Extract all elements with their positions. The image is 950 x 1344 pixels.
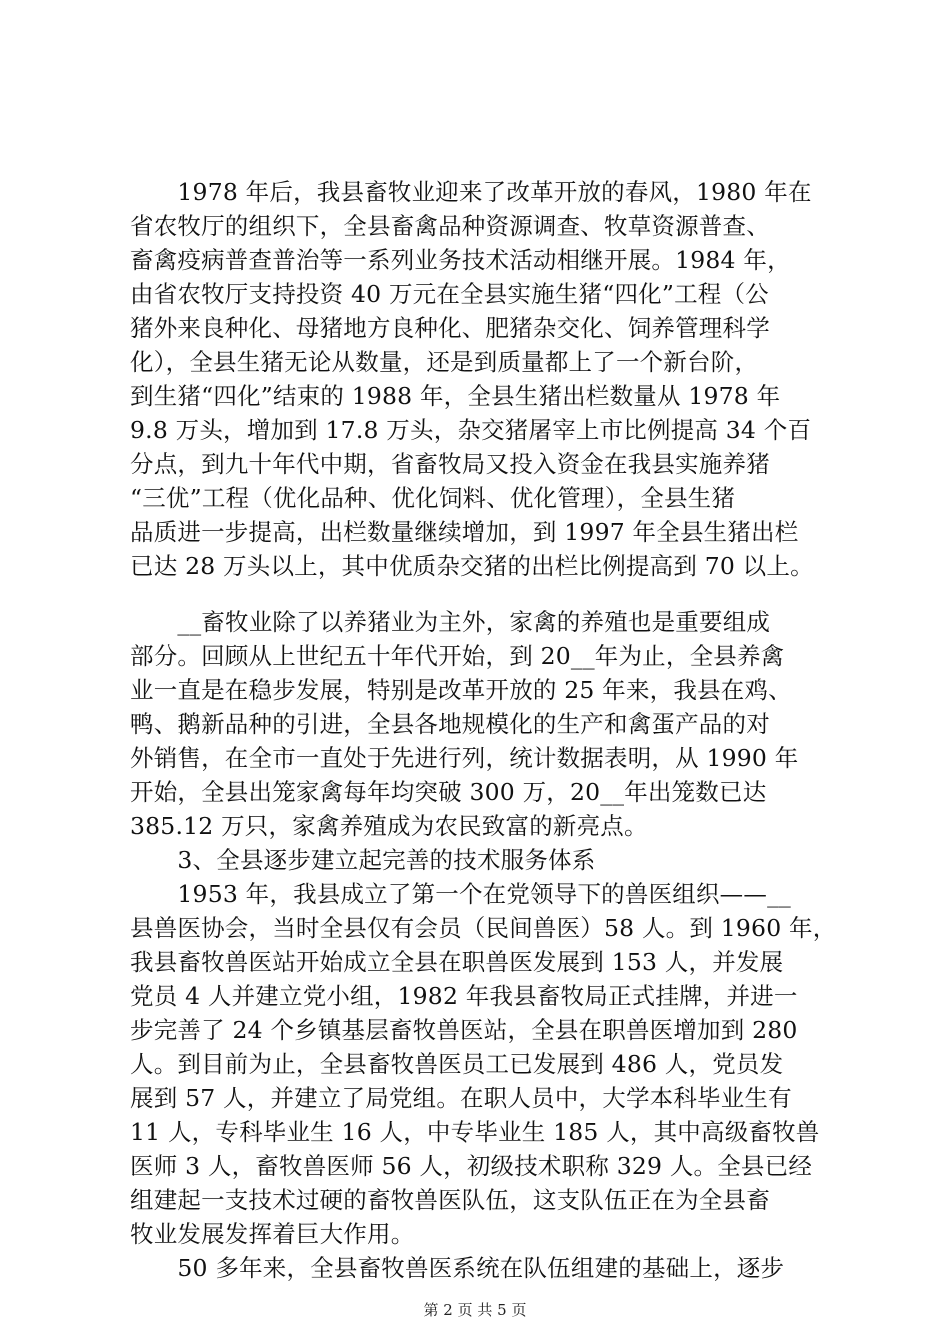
text-line: 385.12 万只，家禽养殖成为农民致富的新亮点。: [130, 812, 648, 840]
text-line: 外销售，在全市一直处于先进行列，统计数据表明，从 1990 年: [130, 744, 799, 772]
text-line: __畜牧业除了以养猪业为主外，家禽的养殖也是重要组成: [130, 608, 771, 636]
text-line: 猪外来良种化、母猪地方良种化、肥猪杂交化、饲养管理科学: [130, 314, 770, 342]
text-line: 开始，全县出笼家禽每年均突破 300 万，20__年出笼数已达: [130, 778, 767, 806]
text-line: 1978 年后，我县畜牧业迎来了改革开放的春风，1980 年在: [130, 178, 812, 206]
text-line: 省农牧厅的组织下，全县畜禽品种资源调查、牧草资源普查、: [130, 212, 770, 240]
text-line: 鸭、鹅新品种的引进，全县各地规模化的生产和禽蛋产品的对: [130, 710, 770, 738]
text-line: 我县畜牧兽医站开始成立全县在职兽医发展到 153 人，并发展: [130, 948, 784, 976]
text-line: 已达 28 万头以上，其中优质杂交猪的出栏比例提高到 70 以上。: [130, 552, 814, 580]
text-line: 医师 3 人，畜牧兽医师 56 人，初级技术职称 329 人。全县已经: [130, 1152, 813, 1180]
text-line: “三优”工程（优化品种、优化饲料、优化管理），全县生猪: [130, 484, 736, 512]
text-line: 11 人，专科毕业生 16 人，中专毕业生 185 人，其中高级畜牧兽: [130, 1118, 820, 1146]
section-heading: 3、全县逐步建立起完善的技术服务体系: [130, 846, 596, 874]
text-line: 9.8 万头，增加到 17.8 万头，杂交猪屠宰上市比例提高 34 个百: [130, 416, 812, 444]
text-line: 50 多年来，全县畜牧兽医系统在队伍组建的基础上，逐步: [130, 1254, 785, 1282]
text-line: 展到 57 人，并建立了局党组。在职人员中，大学本科毕业生有: [130, 1084, 792, 1112]
text-line: 由省农牧厅支持投资 40 万元在全县实施生猪“四化”工程（公: [130, 280, 769, 308]
text-line: 县兽医协会，当时全县仅有会员（民间兽医）58 人。到 1960 年，: [130, 914, 837, 942]
text-line: 1953 年，我县成立了第一个在党领导下的兽医组织——__: [130, 880, 791, 908]
text-line: 部分。回顾从上世纪五十年代开始，到 20__年为止，全县养禽: [130, 642, 785, 670]
text-line: 化），全县生猪无论从数量，还是到质量都上了一个新台阶，: [130, 348, 759, 376]
text-line: 分点，到九十年代中期，省畜牧局又投入资金在我县实施养猪: [130, 450, 770, 478]
text-line: 党员 4 人并建立党小组，1982 年我县畜牧局正式挂牌，并进一: [130, 982, 798, 1010]
text-line: 步完善了 24 个乡镇基层畜牧兽医站，全县在职兽医增加到 280: [130, 1016, 798, 1044]
text-line: 业一直是在稳步发展，特别是改革开放的 25 年来，我县在鸡、: [130, 676, 792, 704]
text-line: 人。到目前为止，全县畜牧兽医员工已发展到 486 人，党员发: [130, 1050, 784, 1078]
text-line: 组建起一支技术过硬的畜牧兽医队伍，这支队伍正在为全县畜: [130, 1186, 770, 1214]
text-line: 牧业发展发挥着巨大作用。: [130, 1220, 415, 1248]
text-line: 到生猪“四化”结束的 1988 年，全县生猪出栏数量从 1978 年: [130, 382, 781, 410]
text-line: 品质进一步提高，出栏数量继续增加，到 1997 年全县生猪出栏: [130, 518, 799, 546]
text-line: 畜禽疫病普查普治等一系列业务技术活动相继开展。1984 年，: [130, 246, 791, 274]
page-footer: 第 2 页 共 5 页: [423, 1301, 527, 1319]
